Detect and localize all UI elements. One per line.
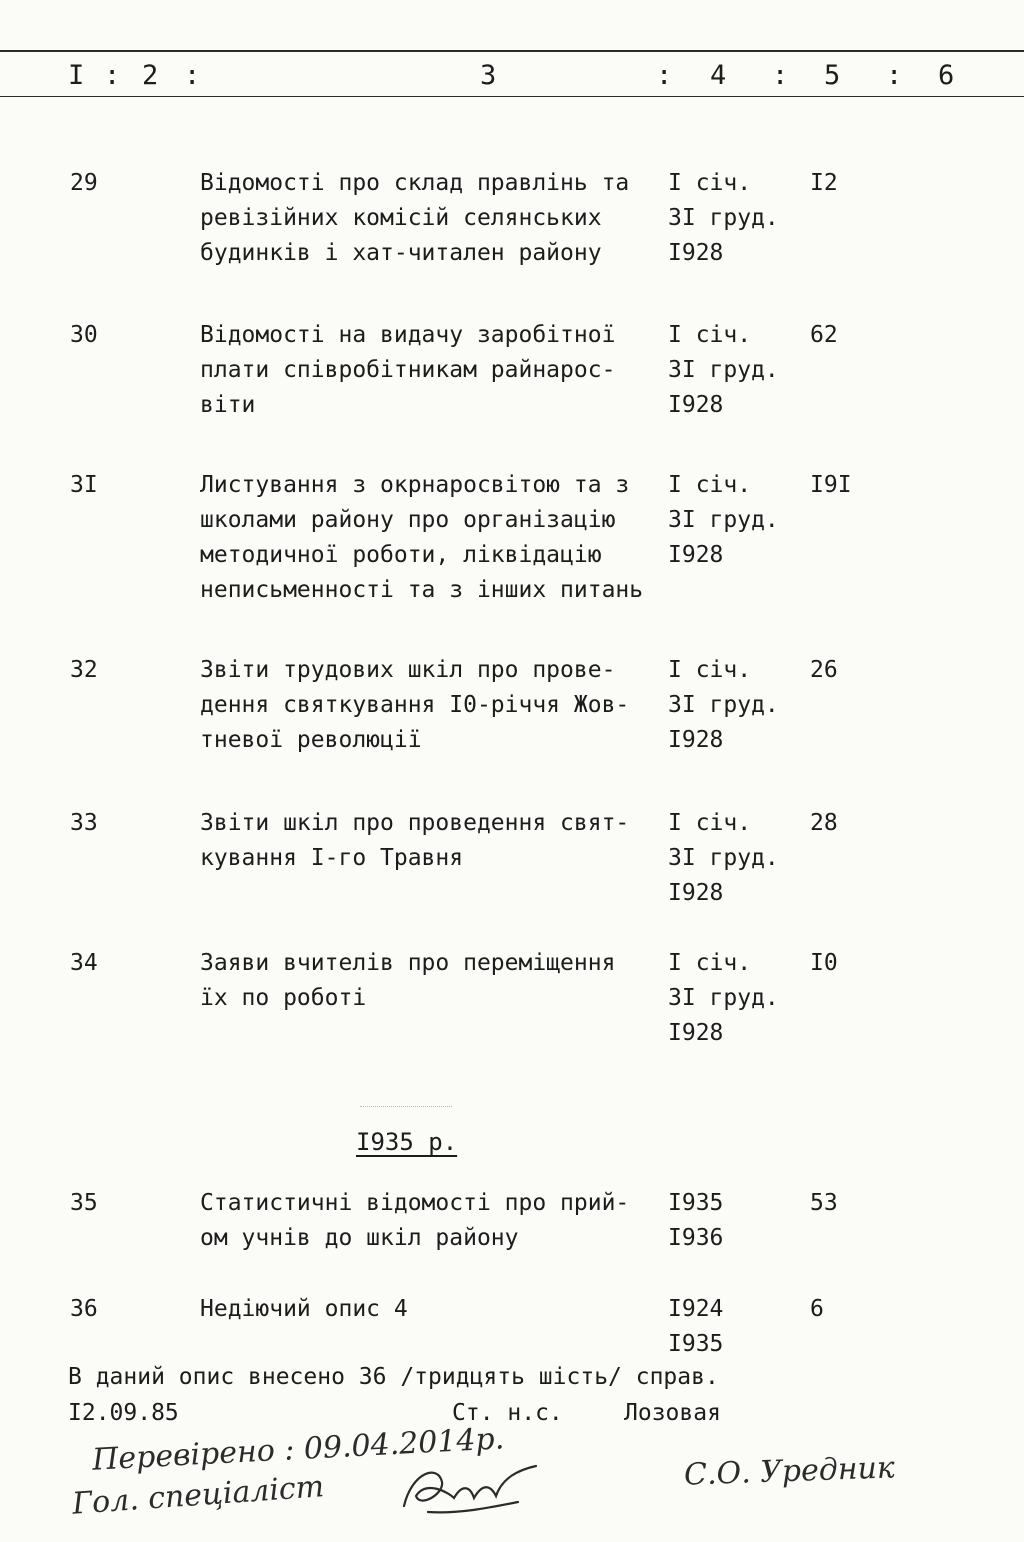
inventory-summary: В даний опис внесено 36 /тридцять шість/ справ. bbox=[68, 1364, 719, 1390]
column-6-label: 6 bbox=[938, 60, 955, 91]
handwritten-signature bbox=[398, 1458, 546, 1520]
entry-number: 29 bbox=[70, 170, 98, 196]
entry-pages: 62 bbox=[810, 322, 838, 348]
entry-dates: I січ. 3I груд. I928 bbox=[668, 170, 779, 266]
column-5-label: 5 bbox=[824, 60, 841, 91]
section-year-heading: I935 р. bbox=[356, 1128, 458, 1156]
column-separator: : bbox=[104, 60, 121, 91]
column-separator: : bbox=[184, 60, 201, 91]
entry-dates: I січ. 3I груд. I928 bbox=[668, 810, 779, 906]
entry-pages: 28 bbox=[810, 810, 838, 836]
header-top-rule bbox=[0, 50, 1024, 52]
entry-number: 36 bbox=[70, 1296, 98, 1322]
entry-dates: I924 I935 bbox=[668, 1296, 724, 1357]
entry-number: 3I bbox=[70, 472, 98, 498]
column-4-label: 4 bbox=[710, 60, 727, 91]
entry-description: Відомості на видачу заробітної плати співробітникам райнарос- віти bbox=[200, 322, 616, 418]
entry-description: Заяви вчителів про переміщення їх по роботі bbox=[200, 950, 616, 1011]
handwritten-verification: Перевірено : 09.04.2014р. bbox=[91, 1421, 506, 1478]
entry-dates: I січ. 3I груд. I928 bbox=[668, 950, 779, 1046]
entry-number: 33 bbox=[70, 810, 98, 836]
entry-pages: I2 bbox=[810, 170, 838, 196]
column-3-label: 3 bbox=[480, 60, 497, 91]
entry-number: 32 bbox=[70, 657, 98, 683]
compiler-name: Лозовая bbox=[624, 1400, 721, 1426]
handwritten-signer-name: С.О. Уредник bbox=[683, 1450, 896, 1493]
header-bottom-rule bbox=[0, 96, 1024, 97]
entry-description: Відомості про склад правлінь та ревізійних комісій селянських будинків і хат-читален району bbox=[200, 170, 630, 266]
column-2-label: 2 bbox=[142, 60, 159, 91]
column-separator: : bbox=[656, 60, 673, 91]
entry-number: 34 bbox=[70, 950, 98, 976]
handwritten-role: Гол. спеціаліст bbox=[71, 1469, 326, 1522]
entry-dates: I січ. 3I груд. I928 bbox=[668, 322, 779, 418]
column-separator: : bbox=[772, 60, 789, 91]
entry-pages: I9I bbox=[810, 472, 852, 498]
entry-description: Листування з окрнаросвітою та з школами району про організацію методичної роботи, ліквідацію неписьменності та з інших питань bbox=[200, 472, 644, 603]
compiler-position: Ст. н.с. bbox=[452, 1400, 563, 1426]
entry-dates: I935 I936 bbox=[668, 1190, 724, 1251]
entry-number: 30 bbox=[70, 322, 98, 348]
entry-dates: I січ. 3I груд. I928 bbox=[668, 472, 779, 568]
entry-description: Звіти трудових шкіл про прове- дення святкування I0-річчя Жов- тневої революції bbox=[200, 657, 630, 753]
entry-pages: 53 bbox=[810, 1190, 838, 1216]
entry-dates: I січ. 3I груд. I928 bbox=[668, 657, 779, 753]
entry-description: Звіти шкіл про проведення свят- кування I-го Травня bbox=[200, 810, 630, 871]
entry-description: Недіючий опис 4 bbox=[200, 1296, 408, 1322]
entry-pages: 6 bbox=[810, 1296, 824, 1322]
entry-number: 35 bbox=[70, 1190, 98, 1216]
column-separator: : bbox=[886, 60, 903, 91]
inventory-date: I2.09.85 bbox=[68, 1400, 179, 1426]
entry-pages: 26 bbox=[810, 657, 838, 683]
entry-pages: I0 bbox=[810, 950, 838, 976]
section-separator bbox=[360, 1106, 452, 1107]
entry-description: Статистичні відомості про прий- ом учнів до шкіл району bbox=[200, 1190, 630, 1251]
column-1-label: I bbox=[68, 60, 85, 91]
